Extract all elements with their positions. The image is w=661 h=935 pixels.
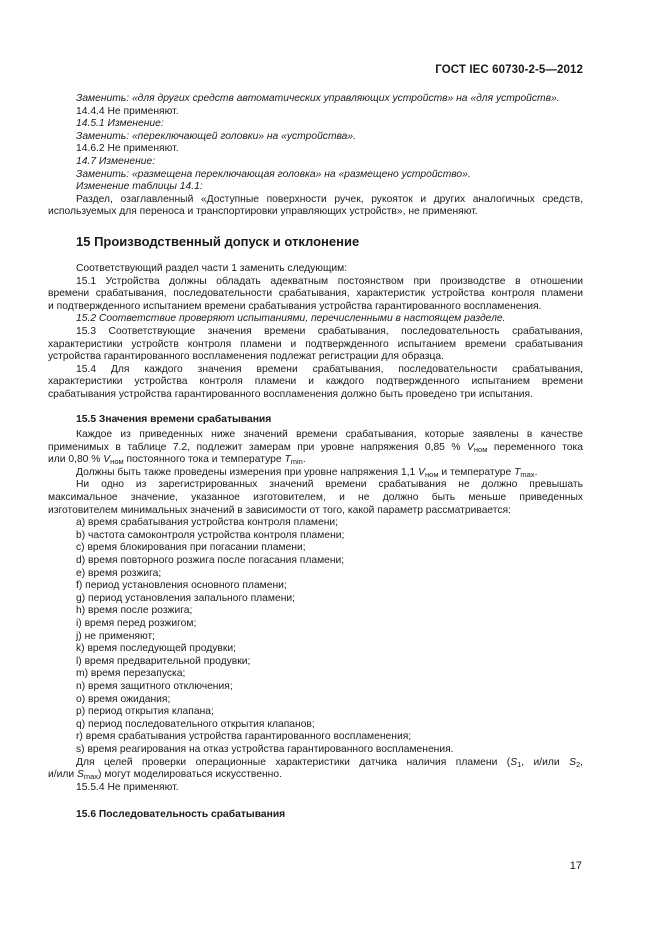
text-line: Соответствующий раздел части 1 заменить следующим: (76, 262, 348, 274)
text-line: Раздел, озаглавленный «Доступные поверхности ручек, рукояток и других аналогичных средств, (76, 193, 583, 205)
text-line: Каждое из приведенных ниже значений времени срабатывания, которые заявлены в качестве (76, 429, 583, 441)
text-line: 14.7 Изменение: (76, 155, 156, 167)
text-line: используемых для переноса и транспортировки управляющих устройств», не применяют. (48, 206, 478, 218)
text-line: 15.3 Соответствующие значения времени срабатывания, последовательность срабатывания, (76, 325, 583, 337)
text-line: и подтвержденного испытанием времени срабатывания устройства гарантированного воспламенения. (48, 300, 542, 312)
list-item: q) период последовательного открытия клапанов; (76, 718, 315, 730)
text-line: характеристики устройства контроля пламени и каждого подтвержденного испытанием времени (48, 376, 583, 388)
text-line: и/или $S_{max}$) могут моделироваться искусственно. (48, 769, 282, 782)
page-number: 17 (569, 860, 582, 872)
list-item: e) время розжига; (76, 567, 162, 579)
document-header: ГОСТ IEC 60730-2-5—2012 (435, 64, 583, 76)
text-line: 14.4.4 Не применяют. (76, 105, 179, 117)
page-content (48, 93, 583, 824)
text-line: 14.6.2 Не применяют. (76, 143, 179, 155)
list-item: r) время срабатывания устройства гарантированного воспламенения; (76, 731, 412, 743)
text-line: характеристики устройств контроля пламени и подтвержденного испытанием времени срабатывания (48, 338, 583, 350)
text-line: Заменить: «переключающей головки» на «устройства». (76, 130, 356, 142)
list-item: c) время блокирования при погасании пламени; (76, 542, 306, 554)
text-line: максимальное значение, указанное изготовителем, и не должно быть меньше приведенных (48, 492, 583, 504)
text-line: времени срабатывания, последовательности срабатывания, характеристик устройства контроля пламени (48, 288, 583, 300)
list-item: l) время предварительной продувки; (76, 655, 251, 667)
subsection-heading: 15.5 Значения времени срабатывания (76, 414, 272, 426)
list-item: b) частота самоконтроля устройства контроля пламени; (76, 529, 345, 541)
list-item: h) время после розжига; (76, 605, 193, 617)
text-line: устройства гарантированного воспламенения подлежат регистрации для образца. (48, 351, 444, 363)
section-heading: 15 Производственный допуск и отклонение (76, 233, 360, 249)
text-line: Заменить: «размещена переключающая головка» на «размещено устройство». (76, 168, 471, 180)
list-item: p) период открытия клапана; (76, 706, 214, 718)
list-item: s) время реагирования на отказ устройства гарантированного воспламенения. (76, 743, 454, 755)
text-line: Заменить: «для других средств автоматических управляющих устройств» на «для устройств». (76, 93, 560, 104)
subsection-heading: 15.6 Последовательность срабатывания (76, 809, 286, 821)
list-item: f) период установления основного пламени; (76, 580, 287, 592)
list-item: i) время перед розжигом; (76, 617, 197, 629)
text-line: применимых в таблице 7.2, подлежит замерам при уровне напряжения 0,85 % $V_{ном}$ переменного тока (48, 441, 583, 454)
list-item: a) время срабатывания устройства контроля пламени; (76, 517, 339, 529)
text-line: 14.5.1 Изменение: (76, 118, 164, 130)
list-item: j) не применяют; (76, 630, 156, 642)
text-line: Для целей проверки операционные характеристики датчика наличия пламени ($S_1$, и/или $S_2$, (76, 756, 583, 769)
text-line: Ни одно из зарегистрированных значений времени срабатывания не должно превышать (76, 479, 583, 491)
text-line: Должны быть также проведены измерения при уровне напряжения 1,1 $V_{ном}$ и температуре $T_{max}$. (76, 466, 538, 479)
list-item: d) время повторного розжига после погасания пламени; (76, 555, 345, 566)
text-line: 15.5.4 Не применяют. (76, 781, 179, 793)
text-line: Изменение таблицы 14.1: (76, 181, 203, 193)
text-line: изготовителем минимальных значений в зависимости от того, какой параметр рассматривается: (48, 504, 511, 516)
text-line: или 0,80 % $V_{ном}$ постоянного тока и температуре $T_{min}$. (48, 454, 306, 467)
list-item: o) время ожидания; (76, 693, 171, 705)
list-item: m) время перезапуска; (76, 668, 186, 680)
requirement-list (48, 517, 583, 756)
list-item: k) время последующей продувки; (76, 643, 236, 655)
text-line: 15.1 Устройства должны обладать адекватным постоянством при производстве в отношении (76, 275, 583, 287)
text-line: 15.2 Соответствие проверяют испытаниями, перечисленными в настоящем разделе. (76, 313, 506, 325)
list-item: n) время защитного отключения; (76, 680, 233, 692)
text-line: 15.4 Для каждого значения времени срабатывания, последовательности срабатывания, (76, 363, 583, 375)
text-line: срабатывания устройства гарантированного воспламенения должно быть проведено три испытания. (48, 388, 533, 400)
list-item: g) период установления запального пламени; (76, 592, 295, 604)
